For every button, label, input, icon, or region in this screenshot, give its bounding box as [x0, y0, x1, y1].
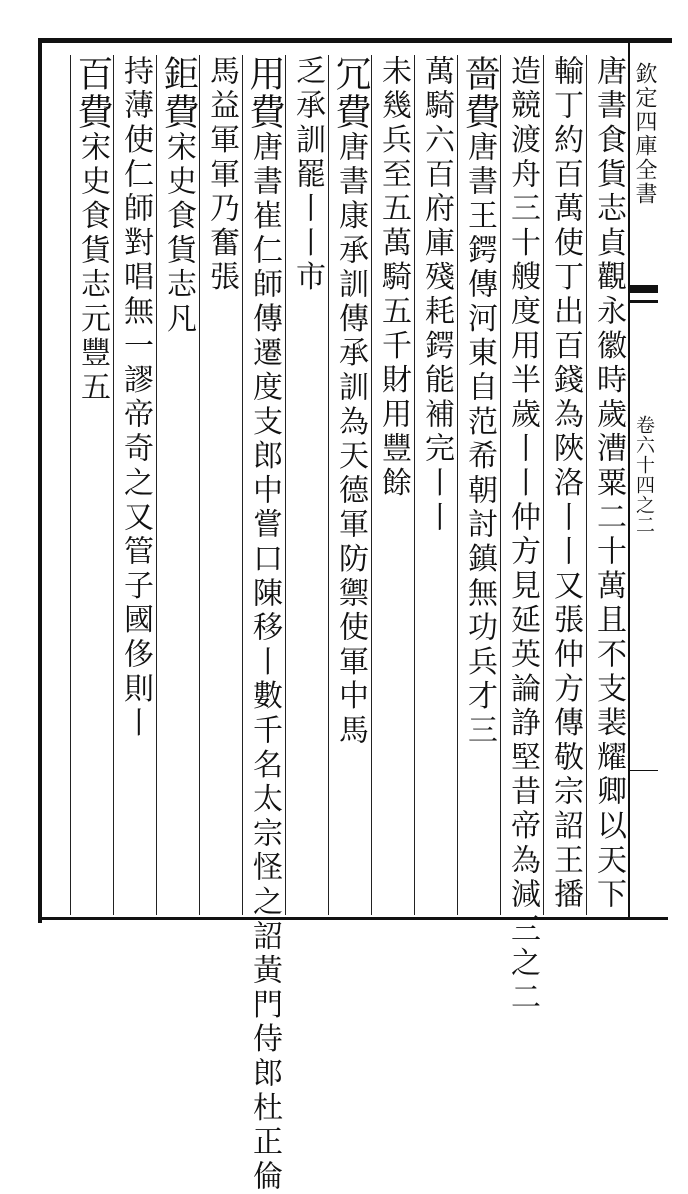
remaining-columns	[42, 55, 70, 915]
column-text: 唐書食貨志貞觀永徽時歲漕粟二十萬且不支裴耀卿以天下	[591, 55, 626, 913]
text-column-12	[113, 55, 156, 915]
entry-source: 宋史食貨志元豐五	[75, 131, 110, 406]
column-text: 未幾兵至五萬騎五千財用豐餘	[376, 55, 411, 501]
text-column-8	[285, 55, 328, 915]
text-column-3	[500, 55, 543, 1016]
column-text: 持薄使仁師對唱無一謬帝奇之又管子國侈則丨	[118, 55, 153, 741]
text-column-6	[371, 55, 414, 915]
text-column-4	[457, 55, 500, 915]
text-column-9	[242, 55, 285, 1194]
entry-heading: 冗費	[330, 55, 371, 131]
column-text: 造競渡舟三十艘度用半歲丨丨仲方見延英論諍堅昔帝為減三之二	[505, 55, 540, 1016]
entry-source: 唐書崔仁師傳遷度支郎中嘗口陳移丨數千名太宗怪之詔黃門侍郎杜正倫	[247, 131, 282, 1194]
entry-heading: 百費	[72, 55, 113, 131]
column-text: 萬騎六百府庫殘耗鍔能補完丨丨	[419, 55, 454, 536]
entry-source: 唐書王鍔傳河東自范希朝討鎮無功兵才三	[462, 131, 497, 749]
column-text	[73, 55, 111, 915]
text-column-1	[586, 55, 629, 915]
column-text	[331, 55, 369, 915]
column-text	[460, 55, 498, 915]
margin-rule	[630, 770, 658, 771]
volume-label: 卷六十四之二	[633, 415, 655, 535]
text-column-7	[328, 55, 371, 915]
fish-tail-mark	[630, 285, 658, 293]
entry-heading: 鉅費	[158, 55, 199, 131]
text-column-5	[414, 55, 457, 915]
book-title: 欽定四庫全書	[632, 62, 657, 206]
column-text: 乏承訓罷丨丨市	[290, 55, 325, 296]
text-column-2	[543, 55, 586, 915]
column-text	[159, 55, 197, 915]
column-text: 輸丁約百萬使丁出百錢為陜洛丨丨又張仲方傳敬宗詔王播	[548, 55, 583, 913]
entry-source: 唐書康承訓傳承訓為天德軍防禦使軍中馬	[333, 131, 368, 749]
entry-heading: 用費	[244, 55, 285, 131]
entry-heading: 嗇費	[459, 55, 500, 131]
column-text: 馬益軍軍乃奮張	[204, 55, 239, 296]
text-column-11	[156, 55, 199, 915]
column-text	[244, 55, 285, 1194]
fish-tail-mark-thin	[630, 300, 658, 303]
frame-bottom-rule	[38, 917, 668, 920]
text-column-10	[199, 55, 242, 915]
text-column-13	[70, 55, 113, 915]
entry-source: 宋史食貨志凡	[161, 131, 196, 337]
